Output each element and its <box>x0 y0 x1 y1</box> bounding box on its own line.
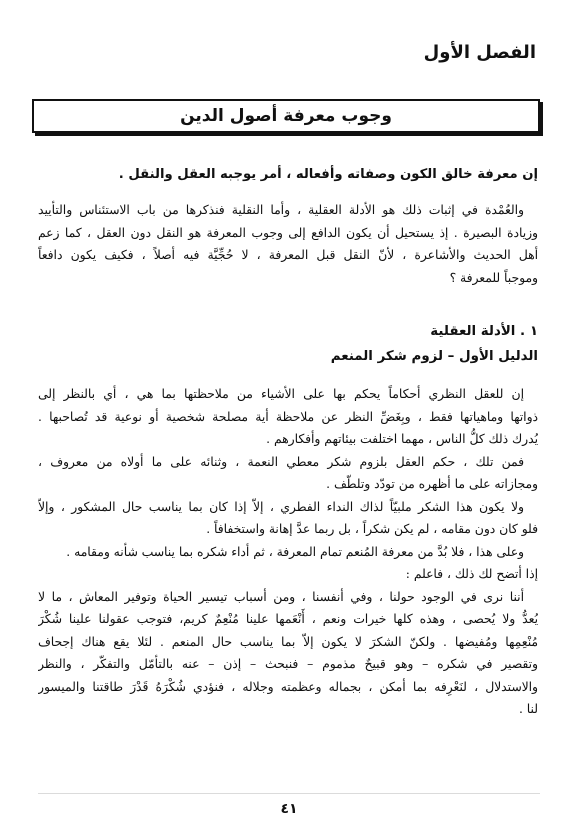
paragraph-line: فمن تلك ، حكم العقل بلزوم شكر معطي النعمة ، وثنائه على ما أولاه من معروف ، <box>38 454 524 469</box>
paragraph-line: لنا . <box>518 702 538 716</box>
paragraph-line: ومجازاته على ما أظهره من تودّد وتلطّف . <box>326 477 538 491</box>
lead-sentence <box>38 164 538 187</box>
paragraph-line: فلو كان دون مقامه ، لم يكن شكراً ، بل ربما عدَّ إهانة واستخفافاً . <box>206 522 538 536</box>
page-number: ٤١ <box>280 801 298 817</box>
footer-divider <box>38 793 540 794</box>
body-paragraphs <box>38 383 538 721</box>
paragraph-line: والعُمْدة في إثبات ذلك هو الأدلة العقلية ، وأما النقلية فنذكرها من باب الاستئناس والتأييد <box>38 203 524 217</box>
paragraph-line: ذواتها وماهياتها فقط ، وبِغَضِّ النظر عن ملاحظة أية مصلحة شخصية أو نوعية قد تُصاحبها . <box>38 409 538 424</box>
paragraph-line: ولا يكون هذا الشكر ملبيّاً لذاك النداء الفطري ، إلاّ إذا كان بما يناسب حال المشكور ، وإلاّ <box>38 499 524 514</box>
chapter-heading: الفصل الأول <box>423 42 536 63</box>
paragraph-line: والاستدلال ، لنَعْرِفه بما أمكن ، بجماله وعظمته وجلاله ، فنؤدي شُكْرَهُ قَدْرَ طاقتنا والميسور <box>38 679 538 694</box>
paragraph-line: أهل الحديث والأشاعرة ، لأنّ النقل قبل المعرفة ، لا حُجِّيَّة فيه أصلاً ، فكيف يكون دافعاً <box>38 248 538 262</box>
section-title: وجوب معرفة أصول الدين <box>180 106 392 126</box>
paragraph-line: وعلى هذا ، فلا بُدَّ من معرفة المُنعم تمام المعرفة ، ثم أداء شكره بما يناسب شأنه ومقامه . <box>66 544 524 559</box>
paragraph-line: إذا أتضح لك ذلك ، فاعلم : <box>405 567 538 581</box>
paragraph-line: يُعدُّ ولا يُحصى ، وهذه كلها خيرات ونعم ، أَنْعَمها علينا مُنْعِمٌ كريم، فتوجب عقولنا علينا شُكْرَ <box>38 612 538 626</box>
paragraph-line: وزيادة البصيرة . إذ يستحيل أن يكون الدافع إلى وجوب المعرفة هو النقل دون العقل ، كما زعم <box>38 225 538 240</box>
paragraph-line: وموجباً للمعرفة ؟ <box>449 270 538 285</box>
paragraph-line: إن للعقل النظري أحكاماً يحكم بها على الأشياء من ملاحظتها بما هي ، أي بالنظر إلى <box>38 387 524 401</box>
paragraph-line: مُنْعِمِها ومُفيضها . ولكنّ الشكرَ لا يكون إلاّ بما يناسب حال المنعم . لئلا يقع هناك إجحاف <box>38 634 538 649</box>
paragraph-line: أننا نرى في الوجود حولنا ، وفي أنفسنا ، ومن أسباب تيسير الحياة وتوفير المعاش ، ما لا <box>38 589 524 604</box>
paragraph-line: وتقصير في شكره – وهو قبيحٌ مذموم – فنبحث – إذن – عنه بالتأمّل والتفكّر ، والنظر <box>38 657 538 671</box>
subsection-heading: الدليل الأول – لزوم شكر المنعم <box>330 349 538 364</box>
paragraph-line: يُدرك ذلك كلُّ الناس ، مهما اختلفت بيئاتهم وأفكارهم . <box>266 432 538 446</box>
lead-line: إن معرفة خالق الكون وصفاته وأفعاله ، أمر يوجبه العقل والنقل . <box>118 167 538 182</box>
intro-paragraph <box>38 199 538 289</box>
section-heading: ١ . الأدلة العقلية <box>430 324 538 339</box>
section-title-box <box>32 99 540 133</box>
